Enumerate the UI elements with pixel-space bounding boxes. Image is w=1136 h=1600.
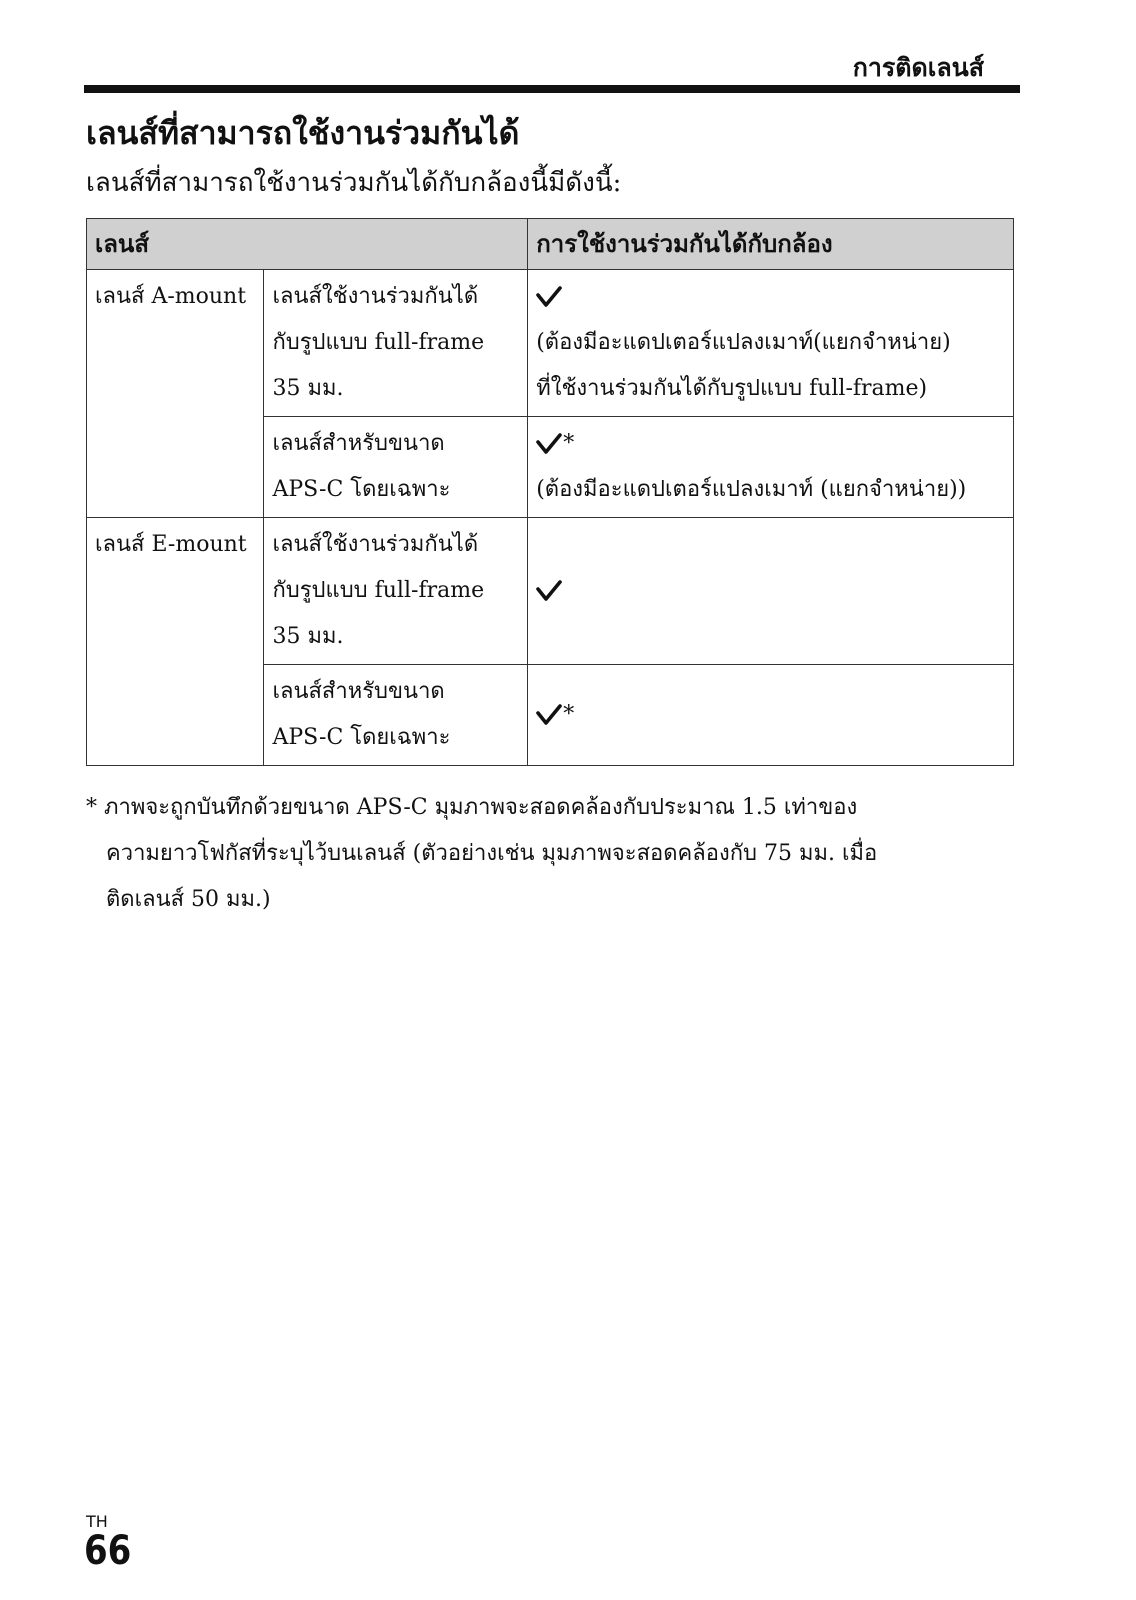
lens-type-line: 35 มม. (272, 376, 344, 401)
asterisk-mark: * (563, 431, 575, 456)
lens-type-line: เลนส์สำหรับขนาด (272, 431, 445, 456)
check-mark (536, 421, 1007, 467)
lens-type-line: กับรูปแบบ full-frame (272, 578, 485, 603)
checkmark-icon (536, 703, 562, 727)
compat-cell (528, 270, 1014, 417)
header-lens: เลนส์ (87, 219, 528, 270)
table-body (87, 270, 1014, 766)
footnote-line-3: ติดเลนส์ 50 มม.) (106, 887, 271, 912)
compat-cell (528, 665, 1014, 766)
lens-type-cell (264, 417, 528, 518)
lens-type-cell (264, 270, 528, 417)
compat-note-line: (ต้องมีอะแดปเตอร์แปลงเมาท์(แยกจำหน่าย) (536, 330, 951, 355)
page-title: เลนส์ที่สามารถใช้งานร่วมกันได้ (86, 114, 520, 152)
lens-type-line: กับรูปแบบ full-frame (272, 330, 485, 355)
compatibility-table (86, 218, 1014, 766)
language-code: TH (86, 1512, 108, 1531)
checkmark-icon (536, 285, 562, 309)
lens-type-cell (264, 665, 528, 766)
lens-type-line: APS-C โดยเฉพาะ (272, 477, 451, 502)
intro-text: เลนส์ที่สามารถใช้งานร่วมกันได้กับกล้องนี้มีดังนี้: (86, 168, 622, 198)
lens-type-cell (264, 518, 528, 665)
footnote-line-2: ความยาวโฟกัสที่ระบุไว้บนเลนส์ (ตัวอย่างเช่น มุมภาพจะสอดคล้องกับ 75 มม. เมื่อ (106, 841, 878, 866)
section-header: การติดเลนส์ (852, 53, 984, 82)
mount-cell: เลนส์ E-mount (87, 518, 264, 766)
compat-note-line: (ต้องมีอะแดปเตอร์แปลงเมาท์ (แยกจำหน่าย)) (536, 477, 967, 502)
checkmark-icon (536, 432, 562, 456)
lens-type-line: เลนส์ใช้งานร่วมกันได้ (272, 284, 479, 309)
table-row (87, 270, 1014, 417)
table-row (87, 518, 1014, 665)
checkmark-icon (536, 579, 562, 603)
lens-type-line: APS-C โดยเฉพาะ (272, 725, 451, 750)
header-compat: การใช้งานร่วมกันได้กับกล้อง (528, 219, 1014, 270)
table-header-row (87, 219, 1014, 270)
check-mark (536, 568, 1007, 614)
footnote (86, 785, 1016, 923)
lens-type-line: 35 มม. (272, 624, 344, 649)
mount-cell: เลนส์ A-mount (87, 270, 264, 518)
footnote-line-1: * ภาพจะถูกบันทึกด้วยขนาด APS-C มุมภาพจะสอดคล้องกับประมาณ 1.5 เท่าของ (86, 795, 858, 820)
page-number: 66 (84, 1528, 132, 1574)
compat-cell (528, 417, 1014, 518)
compat-note-line: ที่ใช้งานร่วมกันได้กับรูปแบบ full-frame) (536, 376, 928, 401)
compat-cell (528, 518, 1014, 665)
check-mark (536, 274, 1007, 320)
check-mark (536, 692, 1007, 738)
asterisk-mark: * (563, 702, 575, 727)
header-rule (84, 85, 1020, 93)
lens-type-line: เลนส์สำหรับขนาด (272, 679, 445, 704)
lens-type-line: เลนส์ใช้งานร่วมกันได้ (272, 532, 479, 557)
